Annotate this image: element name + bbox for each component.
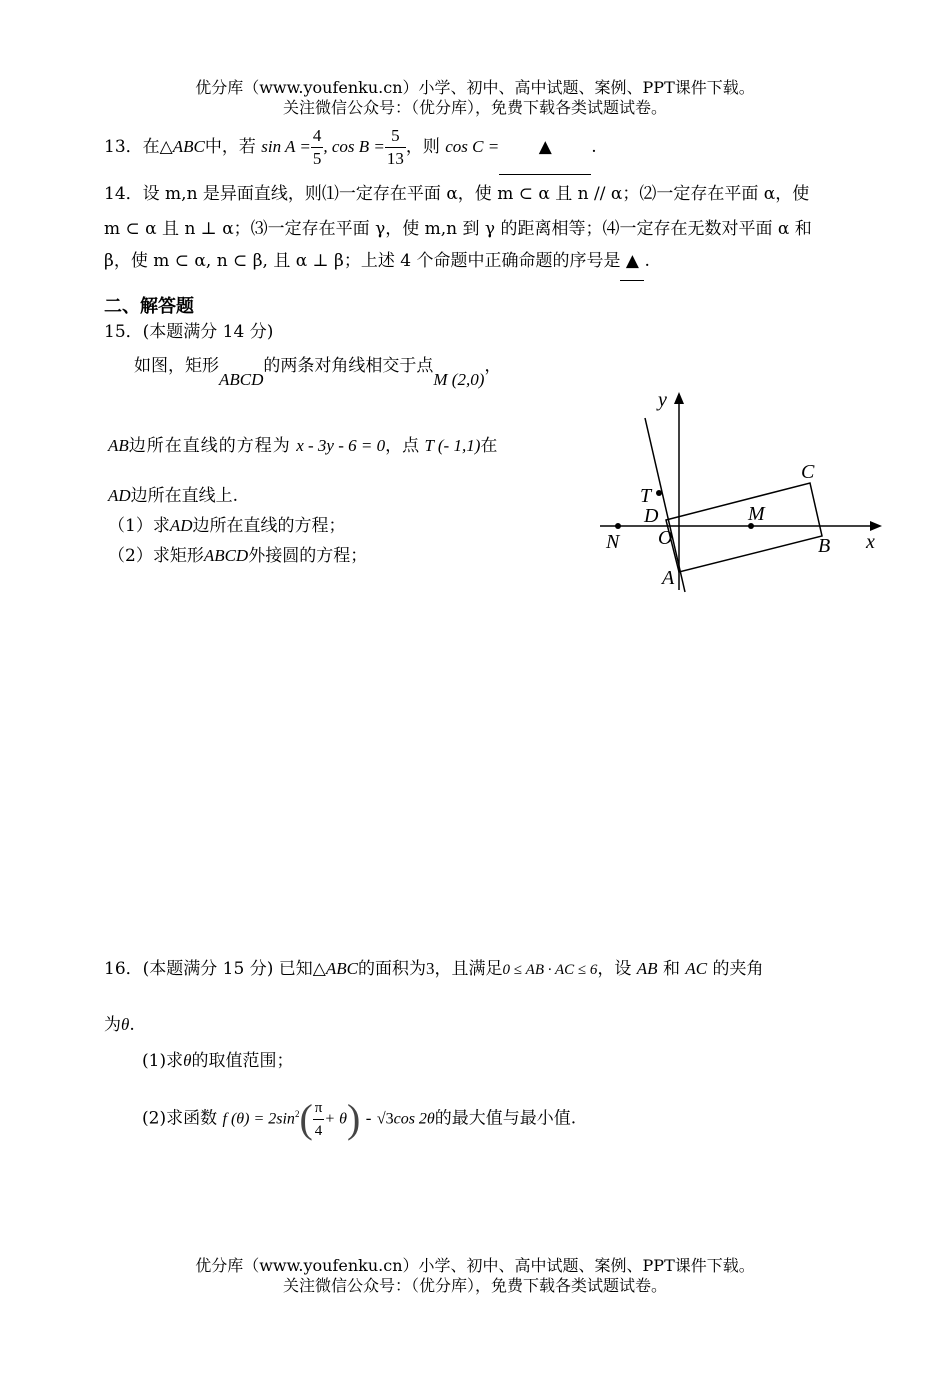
q16-text-7: . <box>129 1015 135 1035</box>
label-m: M <box>748 503 765 525</box>
frac1-den: 5 <box>312 149 322 168</box>
label-t: T <box>640 485 652 507</box>
q15-score: (本题满分 14 分) <box>142 322 274 342</box>
q15-ab: AB <box>108 436 129 455</box>
q13-fraction-1 <box>311 125 324 170</box>
q15-text-1: 如图，矩形 <box>134 356 219 376</box>
pi-den: 4 <box>314 1122 323 1139</box>
q15-sub1-end: 边所在直线的方程； <box>192 516 346 536</box>
point-n <box>615 523 621 529</box>
label-a: A <box>662 567 675 589</box>
header-line-2: 关注微信公众号：（优分库），免费下载各类试题试卷。 <box>282 98 667 117</box>
q14-line-3: β，使 m ⊂ α, n ⊂ β, 且 α ⊥ β；上述 4 个命题中正确命题的序号是 <box>104 251 621 271</box>
q13-fraction-2 <box>385 125 406 170</box>
q16-number: 16． <box>104 959 143 979</box>
q16-minus: - <box>365 1108 372 1128</box>
q16-sub1-theta: θ <box>183 1051 192 1070</box>
q16-theta: θ <box>121 1015 130 1034</box>
q14-line-1: 设 m,n 是异面直线，则⑴一定存在平面 α，使 m ⊂ α 且 n // α；⑵一定存在平面 α，使 <box>142 184 810 204</box>
q16-text-3: ，且满足 <box>434 959 503 979</box>
footer-line-1: 优分库（www.youfenku.cn）小学、初中、高中试题、案例、PPT课件下载。 <box>195 1256 755 1275</box>
q13-end: . <box>591 137 597 157</box>
q16-score: (本题满分 15 分) <box>142 959 274 979</box>
q15-text-3: ， <box>484 356 502 376</box>
question-16-line-1 <box>104 954 764 985</box>
q16-area: 3 <box>425 959 435 978</box>
q16-text-4: ，设 <box>597 959 632 979</box>
q16-sub2-end: 的最大值与最小值. <box>434 1108 577 1129</box>
q15-abcd: ABCD <box>219 370 264 389</box>
q15-line-1 <box>134 352 502 389</box>
q15-text-7: 边所在直线上. <box>130 486 239 506</box>
y-axis-arrow <box>674 392 684 404</box>
q15-sub1-pre: （1）求 <box>108 516 170 536</box>
q14-line-2: m ⊂ α 且 n ⊥ α；⑶一定存在平面 γ，使 m,n 到 γ 的距离相等；⑷一定存在无数对平面 α 和 <box>104 219 812 239</box>
q16-sub-1 <box>142 1046 293 1076</box>
geometry-figure <box>590 380 890 595</box>
q13-sinA: sin A = <box>261 137 311 156</box>
point-t <box>656 490 662 496</box>
q15-sub1-ad: AD <box>169 516 193 535</box>
q16-inequality: 0 ≤ AB · AC ≤ 6 <box>502 962 598 978</box>
q16-text-1: 已知△ <box>278 959 326 979</box>
q15-sub2-pre: （2）求矩形 <box>108 546 204 566</box>
q13-cosB: , cos B = <box>323 137 385 156</box>
q15-sub2-end: 外接圆的方程； <box>248 546 368 566</box>
q16-line-2 <box>104 1010 135 1040</box>
q16-ac: AC <box>685 959 708 978</box>
q14-answer-blank: ▲ <box>620 242 644 281</box>
q16-sub-2 <box>142 1086 576 1148</box>
q15-point-m: M (2,0) <box>433 370 485 389</box>
frac2-num: 5 <box>385 125 406 148</box>
q16-text-5: 的夹角 <box>712 959 764 979</box>
pi-num: π <box>313 1097 325 1120</box>
q16-sub1-end: 的取值范围； <box>191 1051 294 1071</box>
q14-number: 14． <box>104 184 143 204</box>
x-axis-arrow <box>870 521 882 531</box>
header-line-1: 优分库（www.youfenku.cn）小学、初中、高中试题、案例、PPT课件下载。 <box>195 78 755 97</box>
section-2-title: 二、解答题 <box>104 296 194 317</box>
question-15-heading <box>104 320 273 344</box>
q13-cosC: cos C = <box>445 137 500 156</box>
q15-point-t: T (- 1,1) <box>424 436 481 455</box>
label-b: B <box>818 535 831 557</box>
q15-sub-1 <box>108 512 346 540</box>
q16-function-lhs: f (θ) = 2sin <box>222 1110 295 1128</box>
q13-answer-blank: ▲ <box>499 120 591 175</box>
q15-text-5: ，点 <box>385 436 420 456</box>
left-paren: ( <box>299 1096 313 1142</box>
q15-line-3 <box>108 482 238 510</box>
right-paren: ) <box>347 1096 361 1142</box>
q13-text: 在△ <box>142 137 173 157</box>
q14-end: . <box>644 251 650 271</box>
question-14 <box>104 175 809 213</box>
q15-ad: AD <box>108 486 131 505</box>
q14-line-3-row <box>104 242 650 281</box>
q16-sub2-pre: (2)求函数 <box>142 1108 218 1129</box>
label-x: x <box>866 531 875 553</box>
q16-cos2theta: cos 2θ <box>393 1110 435 1128</box>
q15-line-2 <box>108 432 497 460</box>
label-n: N <box>606 531 620 553</box>
q15-text-6: 在 <box>480 436 498 456</box>
label-y: y <box>658 389 667 411</box>
q16-text-2: 的面积为 <box>357 959 426 979</box>
q16-text-6: 为 <box>104 1015 121 1035</box>
page-footer <box>0 1256 950 1296</box>
frac1-num: 4 <box>311 125 324 148</box>
q13-abc: ABC <box>172 137 205 156</box>
rectangle-abcd <box>666 483 822 572</box>
footer-line-2: 关注微信公众号：（优分库），免费下载各类试题试卷。 <box>282 1276 667 1295</box>
label-d: D <box>644 505 659 527</box>
q16-pi-fraction <box>313 1097 325 1142</box>
q13-number: 13． <box>104 137 143 157</box>
question-13 <box>104 120 597 175</box>
q16-square: 2 <box>294 1109 300 1119</box>
q13-text-3: ，则 <box>405 137 440 157</box>
q15-number: 15． <box>104 322 143 342</box>
q13-text-2: 中，若 <box>204 137 256 157</box>
label-o: O <box>658 527 673 549</box>
q16-abc: ABC <box>325 959 358 978</box>
page-header <box>0 78 950 118</box>
frac2-den: 13 <box>386 149 404 168</box>
q15-text-2: 的两条对角线相交于点 <box>263 356 434 376</box>
q15-equation: x - 3y - 6 = 0 <box>296 436 386 455</box>
q16-sub1-pre: (1)求 <box>142 1051 184 1071</box>
q15-text-4: 边所在直线的方程为 <box>128 436 291 456</box>
q15-sub2-abcd: ABCD <box>203 546 249 565</box>
q16-ab: AB <box>636 959 658 978</box>
q15-sub-2 <box>108 542 367 570</box>
q16-sqrt3: √3 <box>376 1110 394 1128</box>
q16-plus-theta: + θ <box>324 1110 347 1128</box>
q16-and: 和 <box>662 959 680 979</box>
label-c: C <box>801 461 815 483</box>
